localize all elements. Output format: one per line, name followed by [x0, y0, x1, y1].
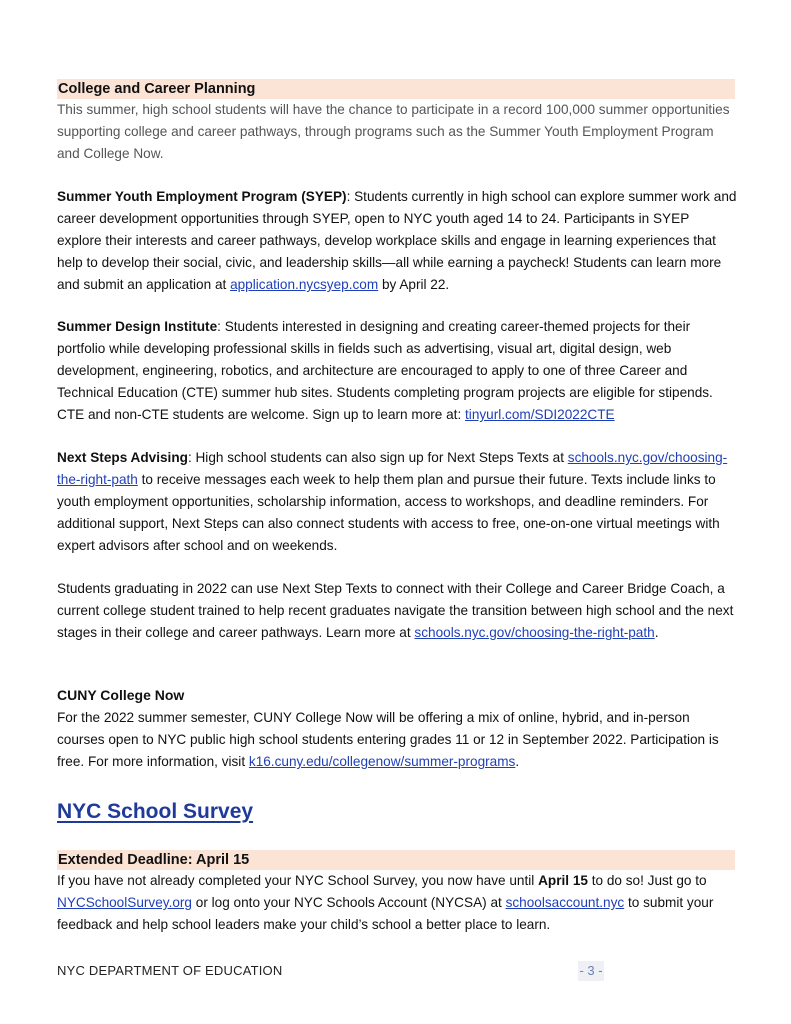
schools-account-link[interactable]: schoolsaccount.nyc	[505, 895, 625, 910]
cuny-after: .	[515, 754, 520, 769]
next-steps-label: Next Steps Advising	[57, 450, 188, 465]
survey-link[interactable]: NYCSchoolSurvey.org	[57, 895, 192, 910]
syep-label: Summer Youth Employment Program (SYEP)	[57, 189, 347, 204]
section-title: College and Career Planning	[58, 81, 256, 97]
next-steps-after: to receive messages each week to help them plan and pursue their future. Texts include links to youth employment opportunities, scholarship information, access to workshops, and deadline reminders. For additional support, Next Steps can also connect students with access to free, one-on-one virtual meetings with expert advisors after school and on weekends.	[57, 472, 720, 553]
survey-paragraph	[57, 870, 737, 936]
next-steps-text: : High school students can also sign up for Next Steps Texts at	[187, 450, 568, 465]
graduates-link[interactable]: schools.nyc.gov/choosing-the-right-path	[414, 625, 655, 640]
page-number: - 3 -	[578, 961, 604, 981]
sdi-link[interactable]: tinyurl.com/SDI2022CTE	[465, 407, 615, 422]
survey-heading-link[interactable]: NYC School Survey	[57, 800, 254, 823]
cuny-link[interactable]: k16.cuny.edu/collegenow/summer-programs	[248, 754, 516, 769]
survey-header-band	[57, 850, 735, 870]
section-header-band	[57, 79, 735, 99]
cuny-text: For the 2022 summer semester, CUNY College Now will be offering a mix of online, hybrid, and in-person courses open to NYC public high school students entering grades 11 or 12 in September 2022. Participation is free. For more information, visit	[57, 710, 719, 769]
next-steps-paragraph	[57, 447, 737, 557]
survey-text-2: to do so! Just go to	[587, 873, 707, 888]
syep-link[interactable]: application.nycsyep.com	[230, 277, 379, 292]
sdi-paragraph	[57, 316, 737, 426]
intro-paragraph: This summer, high school students will have the chance to participate in a record 100,000 summer opportunities supporting college and career pathways, through programs such as the Summer Youth Employment Program and College Now.	[57, 102, 730, 161]
survey-text-3: or log onto your NYC Schools Account (NYCSA) at	[192, 895, 506, 910]
footer-department: NYC DEPARTMENT OF EDUCATION	[57, 963, 283, 978]
sdi-label: Summer Design Institute	[57, 319, 218, 334]
survey-text-1: If you have not already completed your NYC School Survey, you now have until	[57, 873, 539, 888]
syep-after: by April 22.	[378, 277, 450, 292]
next-steps-link[interactable]: schools.nyc.gov/choosing-the-right-path	[57, 450, 728, 487]
sdi-text: : Students interested in designing and creating career-themed projects for their portfolio while developing professional skills in fields such as advertising, visual art, digital design, web development, engineering, robotics, and architecture are encouraged to apply to one of three Career and Technical Education (CTE) summer hub sites. Students completing program projects are eligible for stipends. CTE and non-CTE students are welcome. Sign up to learn more at:	[57, 319, 713, 422]
graduates-after: .	[654, 625, 659, 640]
syep-text: : Students currently in high school can explore summer work and career development opportunities through SYEP, open to NYC youth aged 14 to 24. Participants in SYEP explore their interests and career pathways, develop workplace skills and engage in learning experiences that help to develop their social, civic, and leadership skills—all while earning a paycheck! Students can learn more and submit an application at	[57, 189, 737, 292]
cuny-title: CUNY College Now	[57, 687, 185, 703]
survey-deadline: April 15	[538, 873, 588, 888]
syep-paragraph	[57, 186, 737, 296]
survey-text-4: to submit your feedback and help school leaders make your child’s school a better place to learn.	[57, 895, 714, 932]
graduates-text: Students graduating in 2022 can use Next Step Texts to connect with their College and Career Bridge Coach, a current college student trained to help recent graduates navigate the transition between high school and the next stages in their college and career pathways. Learn more at	[57, 581, 734, 640]
graduates-paragraph	[57, 578, 737, 644]
survey-band-title: Extended Deadline: April 15	[58, 852, 250, 868]
cuny-paragraph	[57, 707, 737, 773]
